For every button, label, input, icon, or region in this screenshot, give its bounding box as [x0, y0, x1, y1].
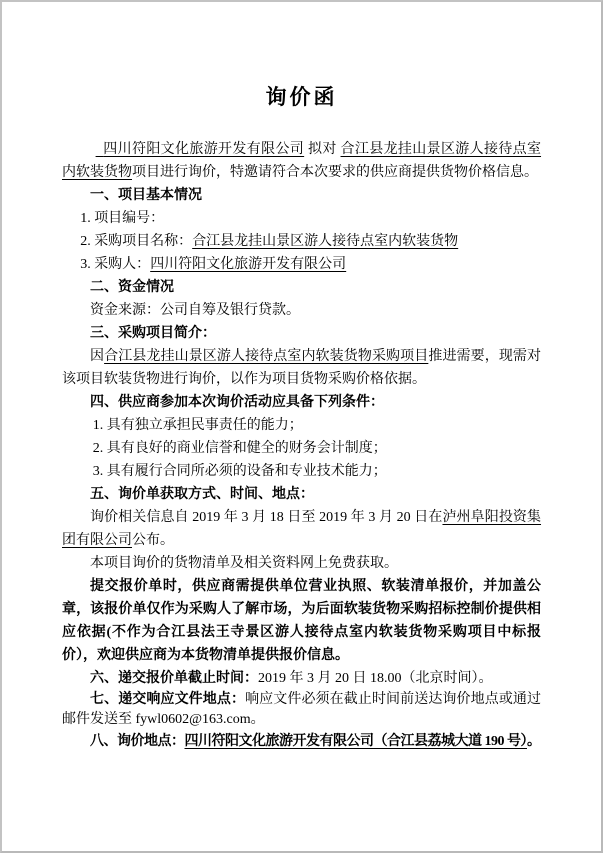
delivery-value: 响应文件必须在截止时间前送达询价地点或通过邮件发送至 fywl0602@163.com。 — [62, 692, 542, 727]
buyer-label: 3. 采购人： — [80, 257, 151, 272]
free-access-note: 本项目询价的货物清单及相关资料网上免费获取。 — [90, 556, 398, 571]
project-number-item: 1. 项目编号： — [80, 211, 165, 226]
location-value-underlined: 四川符阳文化旅游开发有限公司（合江县荔城大道 190 号） — [184, 734, 527, 749]
project-name-underlined: 合江县龙挂山景区游人接待点室内软装货物 — [62, 142, 542, 180]
project-name-item — [62, 230, 541, 253]
inquiry-info-rest: 公布。 — [132, 533, 174, 548]
condition-3: 3. 具有履行合同所必须的设备和专业技术能力； — [92, 464, 387, 479]
section-4-heading: 四、供应商参加本次询价活动应具备下列条件： — [90, 395, 384, 410]
project-name-value: 合江县龙挂山景区游人接待点室内软装货物 — [192, 234, 459, 249]
section-8-location — [62, 730, 541, 753]
section-1-heading: 一、项目基本情况 — [90, 188, 202, 203]
buyer-item — [62, 253, 541, 276]
location-period: 。 — [527, 734, 541, 749]
deadline-label: 六、递交报价单截止时间： — [90, 671, 258, 686]
project-brief-paragraph — [62, 345, 541, 391]
quotation-notice-paragraph: 提交报价单时，供应商需提供单位营业执照、软装清单报价，并加盖公章，该报价单仅作为采购人了解市场，为后面软装货物采购招标控制价提供相应依据(不作为合江县法王寺景区游人接待点室内软装货物采购项目中标报价），欢迎供应商为本货物清单提供报价信息。 — [62, 579, 541, 663]
brief-prefix: 因 — [90, 349, 105, 364]
intro-connector: 拟对 — [304, 142, 341, 157]
inquiry-info-paragraph — [62, 506, 541, 552]
location-label: 八、询价地点： — [90, 734, 185, 749]
condition-1: 1. 具有独立承担民事责任的能力； — [92, 418, 303, 433]
project-name-label: 2. 采购项目名称： — [80, 234, 193, 249]
deadline-value: 2019 年 3 月 20 日 18.00（北京时间）。 — [258, 671, 493, 686]
condition-2: 2. 具有良好的商业信誉和健全的财务会计制度； — [92, 441, 387, 456]
section-3-heading: 三、采购项目简介： — [90, 326, 216, 341]
section-7-delivery — [62, 690, 541, 730]
brief-rest: 推进需要，现需对该项目软装货物进行询价，以作为项目货物采购价格依据。 — [62, 349, 542, 387]
buyer-company-name: 四川符阳文化旅游开发有限公司 — [103, 142, 305, 157]
buyer-value: 四川符阳文化旅游开发有限公司 — [150, 257, 347, 272]
section-5-heading: 五、询价单获取方式、时间、地点： — [90, 487, 314, 502]
intro-rest: 项目进行询价，特邀请符合本次要求的供应商提供货物价格信息。 — [132, 165, 538, 180]
funding-source: 资金来源：公司自筹及银行贷款。 — [90, 303, 300, 318]
brief-project-underlined: 合江县龙挂山景区游人接待点室内软装货物采购项目 — [104, 349, 429, 364]
investment-group-underlined: 泸州阜阳投资集团有限公司 — [62, 510, 542, 548]
section-6-deadline — [62, 667, 541, 690]
intro-paragraph — [62, 138, 541, 184]
section-2-heading: 二、资金情况 — [90, 280, 174, 295]
document-title: 询价函 — [265, 85, 338, 109]
delivery-label: 七、递交响应文件地点： — [90, 692, 246, 707]
inquiry-info-prefix: 询价相关信息自 2019 年 3 月 18 日至 2019 年 3 月 20 日在 — [90, 510, 443, 525]
